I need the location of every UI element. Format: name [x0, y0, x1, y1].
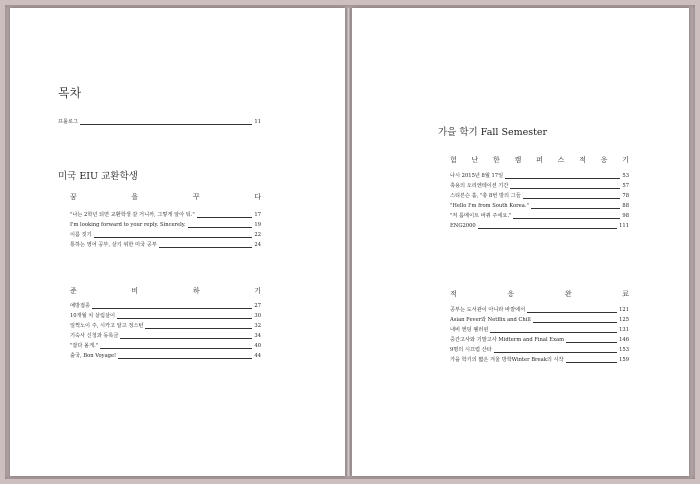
entry-title: "나는 2학년 되면 교환학생 갈 거니까, 그렇게 알아 둬." [70, 212, 195, 218]
dot-leader [197, 217, 253, 218]
heading-char: 준 [70, 287, 77, 295]
toc-entry[interactable] [450, 221, 629, 231]
dot-leader [566, 362, 618, 363]
entry-title: I'm looking forward to your reply. Sincerely. [70, 222, 186, 228]
entry-page: 44 [254, 353, 261, 359]
dot-leader [188, 227, 253, 228]
dot-leader [566, 342, 617, 343]
toc-entry[interactable] [70, 210, 261, 220]
entry-title: 스티븐슨 홀, "충 8번 방의 그들 [450, 193, 521, 199]
entry-title: 이름 짓기 [70, 232, 92, 238]
heading-char: 꿈 [70, 193, 77, 201]
toc-entry[interactable] [450, 345, 629, 355]
entry-title: 10개월 치 살림살이 [70, 313, 115, 319]
entry-page: 88 [622, 203, 629, 209]
entry-page: 111 [619, 223, 629, 229]
entry-title: Asian Fever와 Netflix and Chill [450, 317, 531, 323]
dot-leader [120, 338, 252, 339]
heading-char: 캠 [514, 156, 522, 164]
dot-leader [527, 312, 617, 313]
dot-leader [94, 237, 253, 238]
entry-page: 121 [619, 307, 629, 313]
heading-char: 료 [622, 290, 629, 298]
section-title: 미국 EIU 교환학생 [58, 171, 138, 182]
dot-leader [533, 322, 617, 323]
entry-title: "잘다 올게." [70, 343, 99, 349]
dot-leader [478, 228, 617, 229]
group-heading [450, 289, 629, 299]
group-heading [70, 286, 261, 296]
dot-leader [80, 124, 252, 125]
prologue-entry[interactable] [58, 117, 261, 127]
dot-leader [490, 332, 617, 333]
toc-entry[interactable] [450, 325, 629, 335]
entry-title: 기숙사 신청과 동록금 [70, 333, 119, 339]
heading-char: 응 [600, 156, 608, 164]
toc-entry[interactable] [450, 315, 629, 325]
entry-page: 53 [622, 173, 629, 179]
entry-title: 예방접종 [70, 303, 91, 309]
toc-entry[interactable] [70, 321, 261, 331]
dot-leader [118, 358, 252, 359]
toc-entry[interactable] [70, 351, 261, 361]
entry-page: 24 [254, 242, 261, 248]
toc-list [70, 301, 261, 361]
heading-char: 퍼 [536, 156, 543, 164]
heading-char: 하 [192, 287, 200, 295]
entry-page: 131 [619, 327, 629, 333]
toc-entry[interactable] [70, 301, 261, 311]
toc-entry[interactable] [70, 341, 261, 351]
toc-list [450, 171, 629, 231]
dot-leader [523, 198, 621, 199]
entry-title: ENG2000 [450, 223, 476, 229]
heading-char: 을 [131, 193, 139, 201]
toc-entry[interactable] [70, 240, 261, 250]
toc-entry[interactable] [450, 201, 629, 211]
heading-char: 스 [557, 156, 565, 164]
toc-list [70, 210, 261, 250]
entry-page: 32 [254, 323, 261, 329]
entry-title: "Hello I'm from South Korea." [450, 203, 529, 209]
heading-char: 기 [254, 287, 261, 295]
entry-page: 153 [619, 347, 629, 353]
toc-entry[interactable] [450, 181, 629, 191]
entry-page: 159 [619, 357, 629, 363]
heading-char: 완 [564, 290, 572, 298]
toc-list [450, 305, 629, 365]
entry-title: 중간고사와 기말고사 Midterm and Final Exam [450, 337, 565, 343]
toc-entry[interactable] [450, 355, 629, 365]
entry-title: 통하는 영어 공부, 살기 위한 미국 공부 [70, 242, 157, 248]
toc-title: 목차 [58, 86, 82, 100]
group-heading [450, 155, 629, 165]
toc-entry[interactable] [450, 211, 629, 221]
entry-page: 22 [254, 232, 261, 238]
entry-page: 34 [254, 333, 261, 339]
entry-page: 11 [254, 119, 261, 125]
entry-title: 프롤로그 [58, 119, 79, 125]
right-page [352, 8, 689, 476]
heading-char: 응 [507, 290, 515, 298]
entry-title: 일찍노이 주, 시카고 알고 정스턴 [70, 323, 144, 329]
dot-leader [145, 328, 252, 329]
heading-char: 기 [622, 156, 629, 164]
entry-page: 27 [254, 303, 261, 309]
dot-leader [494, 352, 617, 353]
heading-char: 적 [579, 156, 586, 164]
entry-page: 19 [254, 222, 261, 228]
entry-page: 57 [622, 183, 629, 189]
dot-leader [117, 318, 252, 319]
entry-page: 17 [254, 212, 261, 218]
left-page [10, 8, 345, 476]
toc-entry[interactable] [70, 220, 261, 230]
heading-char: 한 [493, 156, 500, 164]
toc-entry[interactable] [70, 311, 261, 321]
heading-char: 다 [254, 193, 261, 201]
dot-leader [92, 308, 252, 309]
entry-title: 9명의 시끄럽 산타 [450, 347, 492, 353]
entry-title: "저 룸메이트 바꿔 주세요." [450, 213, 512, 219]
entry-title: 출국, Bon Voyage! [70, 353, 117, 359]
heading-char: 꾸 [192, 193, 200, 201]
entry-page: 30 [254, 313, 261, 319]
dot-leader [513, 218, 620, 219]
toc-entry[interactable] [70, 331, 261, 341]
dot-leader [510, 188, 620, 189]
entry-page: 98 [622, 213, 629, 219]
dot-leader [159, 247, 253, 248]
entry-page: 78 [622, 193, 629, 199]
dot-leader [505, 178, 620, 179]
entry-title: 나시 2015년 8월 17일 [450, 173, 504, 179]
entry-page: 146 [619, 337, 629, 343]
entry-title: 가을 학기의 짧은 겨울 방학Winter Break의 시작 [450, 357, 564, 363]
entry-title: 축용의 오리엔테이션 기간 [450, 183, 509, 189]
toc-entry[interactable] [450, 305, 629, 315]
heading-char: 험 [450, 156, 457, 164]
group-heading [70, 192, 261, 202]
book-spine [346, 8, 351, 476]
entry-page: 40 [254, 343, 261, 349]
heading-char: 적 [450, 290, 457, 298]
toc-entry[interactable] [450, 335, 629, 345]
toc-entry[interactable] [450, 191, 629, 201]
heading-char: 비 [131, 287, 139, 295]
dot-leader [100, 348, 252, 349]
section-title: 가을 학기 Fall Semester [438, 127, 548, 138]
dot-leader [531, 208, 621, 209]
entry-title: 내비 엔딩 웰러윈 [450, 327, 489, 333]
toc-entry[interactable] [70, 230, 261, 240]
toc-entry[interactable] [450, 171, 629, 181]
entry-page: 125 [619, 317, 629, 323]
entry-title: 공부는 도서관이 아니라 바깥에서 [450, 307, 526, 313]
heading-char: 난 [471, 156, 479, 164]
